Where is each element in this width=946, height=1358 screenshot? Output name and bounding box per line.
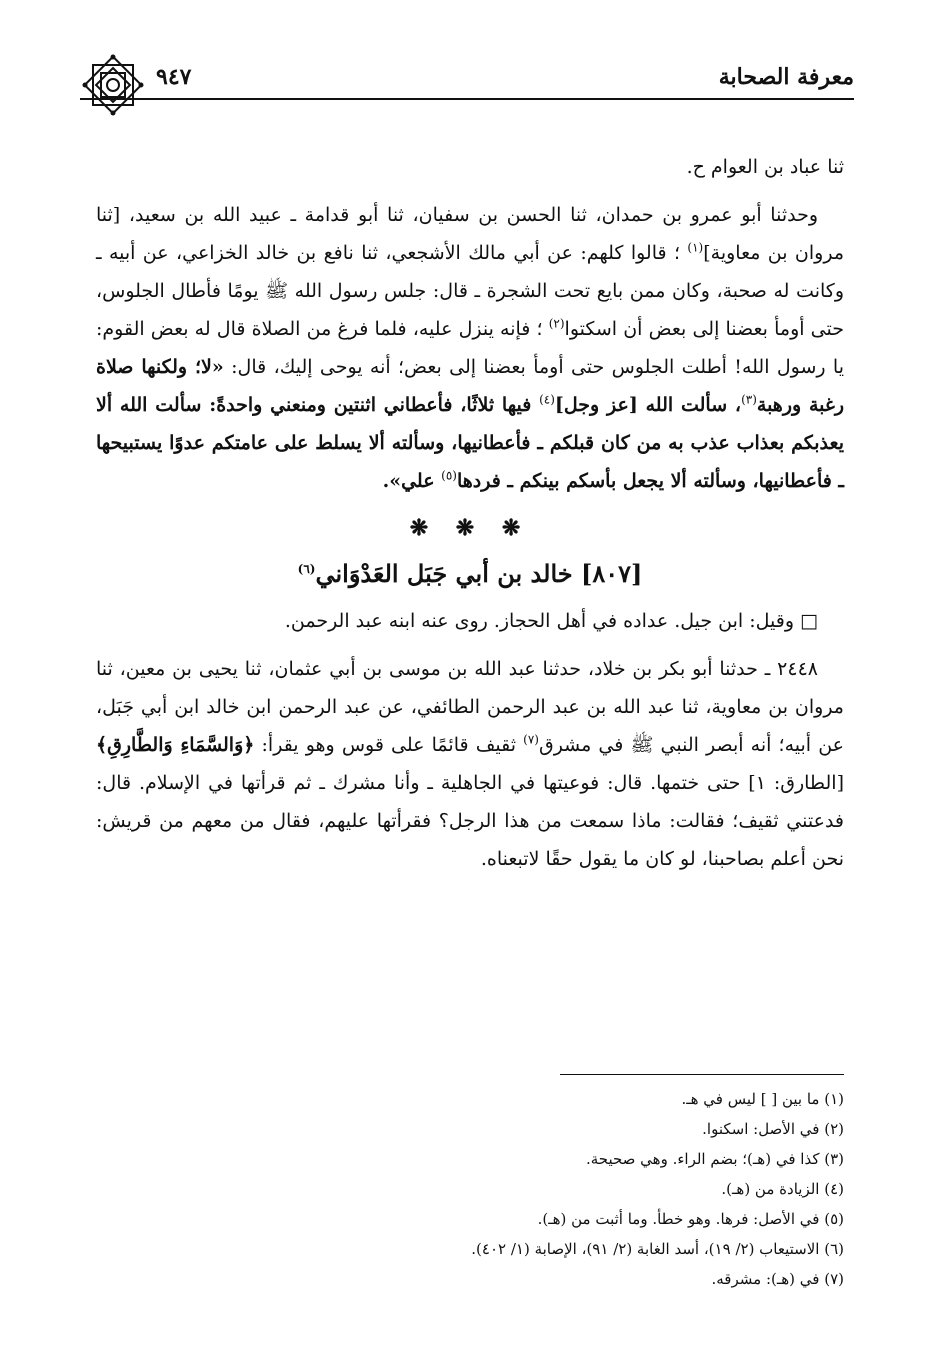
footnote-ref-1: (١): [687, 240, 704, 255]
footnote-rule: [560, 1074, 844, 1075]
header-rule: [80, 98, 854, 100]
footnote-ref-4: (٤): [539, 392, 555, 407]
footnote-3: (٣) كذا في (هـ)؛ بضم الراء. وهي صحيحة.: [585, 1150, 844, 1168]
main-text: [96, 148, 844, 878]
footnote-ref-2: (٢): [548, 316, 565, 331]
running-title: معرفة الصحابة: [718, 64, 854, 90]
footnote-7: (٧) في (هـ): مشرقه.: [711, 1270, 844, 1288]
footnotes: [204, 1084, 844, 1294]
footnote-2: (٢) في الأصل: اسكنوا.: [702, 1120, 844, 1138]
footnote-ref-3: (٣): [741, 392, 757, 407]
paragraph-4: ٢٤٤٨ ـ حدثنا أبو بكر بن خلاد، حدثنا عبد الله بن موسى بن أبي عثمان، ثنا يحيى بن معين، ثنا مروان بن معاوية، ثنا عبد الله بن عبد الرحمن الطائفي، عن عبد الرحمن ابن خالد ابن أبي جَبَل، عن أبيه؛ أنه أبصر النبي ﷺ في مشرق$^{(٧)}$ ثقيف قائمًا على قوس وهو يقرأ: ﴿وَالسَّمَاءِ وَالطَّارِقِ﴾ [الطارق: ١] حتى ختمها. قال: فوعيتها في الجاهلية ـ وأنا مشرك ـ ثم قرأتها في الإسلام. قال: فدعتني ثقيف؛ فقالت: ماذا سمعت من هذا الرجل؟ فقرأتها عليهم، فقال من معهم من قريش: نحن أعلم بصاحبنا، لو كان ما يقول حقًا لاتبعناه.: [96, 658, 845, 870]
quran-quote: ﴿وَالسَّمَاءِ وَالطَّارِقِ﴾: [96, 734, 255, 756]
paragraph-1: ثنا عباد بن العوام ح.: [686, 156, 844, 178]
page-number: ٩٤٧: [156, 64, 192, 90]
star-ornament-icon: [80, 52, 146, 118]
footnote-ref-7: (٧): [523, 732, 539, 747]
paragraph-2: وحدثنا أبو عمرو بن حمدان، ثنا الحسن بن سفيان، ثنا أبو قدامة ـ عبيد الله بن سعيد، [ثنا مروان بن معاوية]$^{(١)}$ ؛ قالوا كلهم: عن أبي مالك الأشجعي، ثنا نافع بن خالد الخزاعي، عن أبيه ـ وكانت له صحبة، وكان ممن بايع تحت الشجرة ـ قال: جلس رسول الله ﷺ يومًا فأطال الجلوس، حتى أومأ بعضنا إلى بعض أن اسكتوا$^{(٢)}$ ؛ فإنه ينزل عليه، فلما فرغ من الصلاة قال له بعض القوم: يا رسول الله! أطلت الجلوس حتى أومأ بعضنا إلى بعض؛ أنه يوحى إليك، قال: «لا؛ ولكنها صلاة رغبة ورهبة$^{(٣)}$، سألت الله [عز وجل]$^{(٤)}$ فيها ثلاثًا، فأعطاني اثنتين ومنعني واحدةً: سألت الله ألا يعذبكم بعذاب عذب به من كان قبلكم ـ فأعطانيها، وسألته ألا يسلط على عامتكم عدوًا يستبيحها ـ فأعطانيها، وسألته ألا يجعل بأسكم بينكم ـ فردها$^{(٥)}$ علي».: [96, 204, 845, 492]
footnote-1: (١) ما بين [ ] ليس في هـ.: [681, 1090, 844, 1108]
section-divider: ❋ ❋ ❋: [409, 515, 531, 541]
paragraph-3: □ وقيل: ابن جيل. عداده في أهل الحجاز. روى عنه ابنه عبد الرحمن.: [284, 610, 818, 632]
page-header: [80, 56, 854, 100]
footnote-ref-5: (٥): [441, 468, 457, 483]
footnote-6: (٦) الاستيعاب (٢/ ١٩)، أسد الغابة (٢/ ٩١)، الإصابة (١/ ٤٠٢).: [471, 1240, 844, 1258]
hadith-text: «لا؛ ولكنها صلاة رغبة ورهبة: [96, 356, 845, 416]
footnote-4: (٤) الزيادة من (هـ).: [721, 1180, 844, 1198]
footnote-ref-6: (٦): [297, 562, 316, 576]
footnote-5: (٥) في الأصل: فرها. وهو خطأ. وما أثبت من (هـ).: [537, 1210, 844, 1228]
entry-heading: [٨٠٧] خالد بن أبي جَبَل العَدْوَاني$^{(٦)}$: [297, 559, 643, 588]
